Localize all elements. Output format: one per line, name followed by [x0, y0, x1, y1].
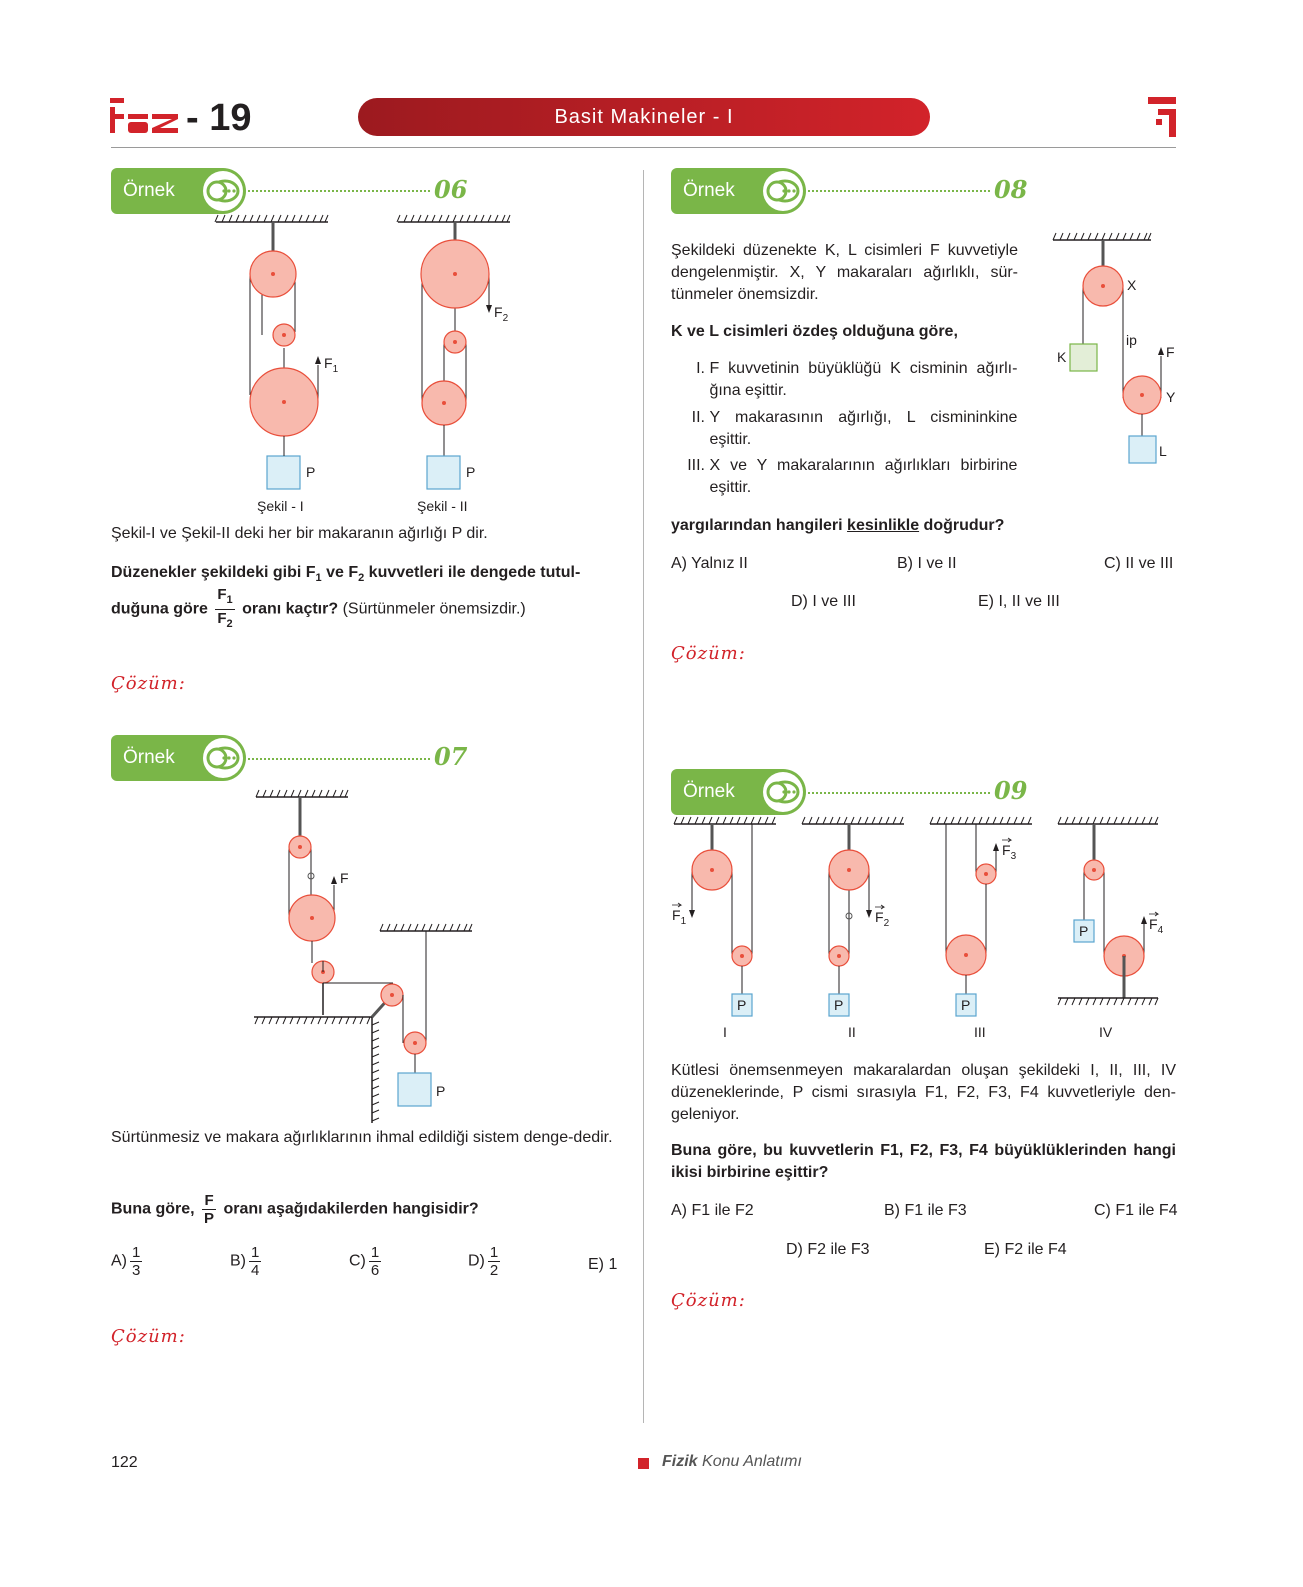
example-badge: Örnek — [111, 735, 246, 781]
e08-intro: Şekildeki düzenekte K, L cisimleri F kuvvetiyle dengelenmiştir. X, Y makaraları ağırlıklı, sür-tünmeler önemsizdir. — [671, 242, 1018, 303]
footer-marker — [638, 1458, 649, 1469]
unit-number: - 19 — [186, 97, 252, 139]
option-d[interactable]: D) $\frac{1}{2}$ — [468, 1244, 499, 1279]
option-c[interactable]: C) F1 ile F4 — [1094, 1202, 1178, 1219]
svg-text:F2: $F_2$ — [875, 909, 890, 929]
option-e[interactable]: E) F2 ile F4 — [984, 1241, 1067, 1258]
example-badge: Örnek — [671, 168, 806, 214]
solution-label: Çözüm: — [111, 1326, 186, 1347]
svg-text:X: X — [1127, 277, 1137, 293]
svg-text:II: II — [848, 1024, 856, 1040]
statement-1: I. F kuvvetinin büyüklüğü K cisminin ağırlı-ğına eşittir. — [696, 360, 1018, 399]
svg-text:P: P — [834, 997, 844, 1013]
e07-intro: Sürtünmesiz ve makara ağırlıklarının ihmal edildiği sistem denge-dedir. — [111, 1129, 613, 1146]
e06-intro: Şekil-I ve Şekil-II deki her bir makaranın ağırlığı P dir. — [111, 525, 488, 542]
option-a[interactable]: A) F1 ile F2 — [671, 1202, 754, 1219]
option-a[interactable]: A) $\frac{1}{3}$ — [111, 1244, 141, 1279]
figure-07 — [250, 785, 490, 1130]
e08-question: K ve L cisimleri özdeş olduğuna göre, — [671, 323, 958, 340]
column-divider — [643, 170, 644, 1423]
option-c[interactable]: C) $\frac{1}{6}$ — [349, 1244, 380, 1279]
statement-3: III. X ve Y makaralarının ağırlıkları birbirine eşittir. — [687, 457, 1018, 496]
svg-text:F: F — [1166, 344, 1175, 360]
example-number: 09 — [994, 776, 1028, 805]
option-c[interactable]: C) II ve III — [1104, 555, 1174, 572]
svg-text:F2: $F_2$ — [494, 304, 509, 324]
svg-text:P: P — [961, 997, 971, 1013]
e07-question: Buna göre, $\frac{F}{P}$ oranı aşağıdakilerden hangisidir? — [111, 1192, 479, 1227]
dotted-leader — [808, 190, 990, 192]
section-title-bar — [358, 98, 930, 136]
chat-bubble-icon — [203, 171, 243, 211]
option-a[interactable]: A) Yalnız II — [671, 555, 748, 572]
example-number: 07 — [434, 742, 468, 771]
svg-text:F1: $F_1$ — [324, 355, 339, 375]
svg-text:III: III — [974, 1024, 986, 1040]
option-d[interactable]: D) I ve III — [791, 593, 856, 610]
label-p: P — [306, 464, 316, 480]
svg-text:F1: $F_1$ — [672, 907, 687, 927]
solution-label: Çözüm: — [111, 673, 186, 694]
e06-question-2: duğuna göre $\frac{F_1}{F_2}$ oranı kaçtır? (Sürtünmeler önemsizdir.) — [111, 586, 526, 630]
solution-label: Çözüm: — [671, 1290, 746, 1311]
svg-text:L: L — [1159, 443, 1167, 459]
label-p: P — [466, 464, 476, 480]
solution-label: Çözüm: — [671, 643, 746, 664]
option-b[interactable]: B) $\frac{1}{4}$ — [230, 1244, 260, 1279]
svg-text:I: I — [723, 1024, 727, 1040]
svg-text:F: F — [340, 870, 349, 886]
svg-text:K: K — [1057, 349, 1067, 365]
book-title: Fizik Konu Anlatımı — [662, 1453, 802, 1470]
statement-2: II. Y makarasının ağırlığı, L cismininkine eşittir. — [691, 409, 1018, 448]
e09-intro: Kütlesi önemsenmeyen makaralardan oluşan şekildeki I, II, III, IV düzeneklerinde, P cismi sırasıyla F1, F2, F3, F4 kuvvetleriyle den-geleniyor. — [671, 1062, 1177, 1123]
svg-text:ip: ip — [1126, 332, 1137, 348]
dotted-leader — [808, 792, 990, 794]
svg-text:F4: $F_4$ — [1149, 916, 1164, 936]
corner-logo-icon — [1148, 97, 1176, 137]
example-number: 08 — [994, 175, 1028, 204]
option-e[interactable]: E) I, II ve III — [978, 593, 1060, 610]
option-b[interactable]: B) F1 ile F3 — [884, 1202, 967, 1219]
svg-text:P: P — [1079, 923, 1089, 939]
dotted-leader — [248, 190, 430, 192]
chat-bubble-icon — [763, 171, 803, 211]
svg-text:IV: IV — [1099, 1024, 1113, 1040]
example-badge: Örnek — [111, 168, 246, 214]
svg-text:F3: $F_3$ — [1002, 842, 1017, 862]
svg-text:P: P — [436, 1083, 446, 1099]
chat-bubble-icon — [763, 772, 803, 812]
page-number: 122 — [111, 1454, 138, 1471]
option-e[interactable]: E) 1 — [588, 1256, 618, 1273]
option-b[interactable]: B) I ve II — [897, 555, 957, 572]
caption-sekil-1: Şekil - I — [257, 498, 304, 514]
e09-question: Buna göre, bu kuvvetlerin F1, F2, F3, F4 büyüklüklerinden hangi ikisi birbirine eşittir? — [671, 1142, 1176, 1181]
option-d[interactable]: D) F2 ile F3 — [786, 1241, 870, 1258]
example-number: 06 — [434, 175, 468, 204]
chat-bubble-icon — [203, 738, 243, 778]
section-title: Basit Makineler - I — [554, 106, 734, 128]
svg-text:P: P — [737, 997, 747, 1013]
svg-text:Y: Y — [1166, 389, 1176, 405]
e06-question: Düzenekler şekildeki gibi $F_1$ ve $F_2$ kuvvetleri ile dengede tutul- — [111, 564, 581, 585]
brand-logo — [110, 98, 182, 136]
header-rule — [111, 147, 1176, 148]
caption-sekil-2: Şekil - II — [417, 498, 468, 514]
example-badge: Örnek — [671, 769, 806, 815]
dotted-leader — [248, 758, 430, 760]
figure-08 — [1045, 228, 1180, 478]
e08-ask: yargılarından hangileri kesinlikle doğrudur? — [671, 517, 1005, 534]
figure-06 — [200, 210, 530, 520]
figure-09 — [668, 812, 1180, 1044]
